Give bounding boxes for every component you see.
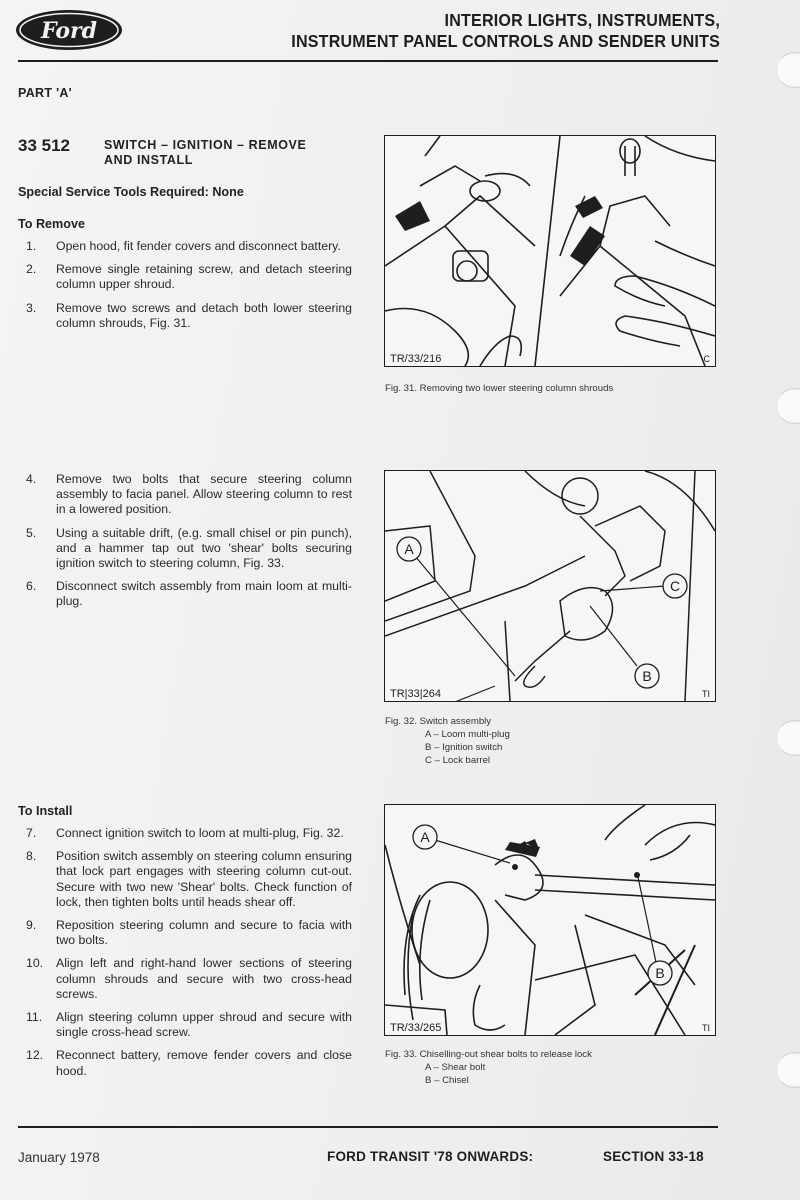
- callout-b-leader: [638, 877, 657, 967]
- legend-item: B – Chisel: [425, 1075, 469, 1086]
- figure-31-caption: [385, 382, 613, 395]
- figure-id: TR|33|264: [390, 688, 441, 700]
- step-12: [18, 1048, 352, 1078]
- step-5: [18, 526, 352, 572]
- step-text: Connect ignition switch to loom at multi-plug, Fig. 32.: [56, 826, 344, 840]
- remove-steps-group-1: [18, 239, 352, 339]
- step-text: Remove single retaining screw, and detach steering column upper shroud.: [56, 262, 352, 292]
- step-number: 3.: [26, 300, 37, 315]
- section-title-line-2: AND INSTALL: [104, 153, 193, 167]
- section-title: [104, 138, 306, 168]
- page-title: [291, 10, 720, 52]
- title-line-2: INSTRUMENT PANEL CONTROLS AND SENDER UNITS: [291, 31, 720, 51]
- chisel-shear-bolt-drawing: [385, 805, 715, 1035]
- step-number: 4.: [26, 472, 37, 486]
- step-11: [18, 1010, 352, 1040]
- step-text: Remove two bolts that secure steering column assembly to facia panel. Allow steering column to rest in a lowered position.: [56, 472, 352, 517]
- step-number: 6.: [26, 579, 37, 594]
- step-text: Open hood, fit fender covers and disconnect battery.: [56, 239, 341, 253]
- figure-32-illustration: [384, 470, 716, 702]
- steering-shroud-drawing: [385, 136, 715, 366]
- figure-31-illustration: [384, 135, 716, 367]
- step-text: Align left and right-hand lower sections of steering column shrouds and secure with two cross-head screws.: [56, 956, 352, 1001]
- remove-steps-group-2: [18, 472, 352, 618]
- step-text: Disconnect switch assembly from main loom at multi-plug.: [56, 579, 352, 609]
- caption-text: Fig. 32. Switch assembly: [385, 716, 492, 727]
- remove-heading: To Remove: [18, 217, 85, 231]
- footer-rule: [18, 1126, 718, 1128]
- callout-b-label: B: [655, 965, 665, 981]
- figure-33-caption: [385, 1048, 592, 1087]
- step-1: [18, 239, 352, 254]
- step-number: 12.: [26, 1048, 44, 1063]
- callout-b-label: B: [642, 668, 652, 684]
- step-number: 11.: [26, 1010, 43, 1025]
- step-number: 7.: [26, 826, 37, 840]
- figure-32-caption: [385, 715, 510, 767]
- callout-a-leader: [415, 556, 515, 676]
- section-number: 33 512: [18, 136, 70, 155]
- figure-mark: TI: [702, 689, 710, 699]
- step-text: Reposition steering column and secure to facia with two bolts.: [56, 918, 352, 948]
- step-10: [18, 956, 352, 1002]
- step-number: 5.: [26, 525, 37, 540]
- caption-text: Fig. 33. Chiselling-out shear bolts to release lock: [385, 1049, 592, 1060]
- step-text: Remove two screws and detach both lower steering column shrouds, Fig. 31.: [56, 300, 352, 330]
- callout-c-leader: [600, 586, 665, 591]
- legend-item: A – Loom multi-plug: [425, 729, 510, 740]
- callout-a-leader: [435, 840, 510, 863]
- section-title-line-1: SWITCH – IGNITION – REMOVE: [104, 138, 307, 152]
- step-text: Reconnect battery, remove fender covers and close hood.: [56, 1048, 352, 1078]
- step-4: [18, 472, 352, 518]
- step-number: 9.: [26, 918, 37, 933]
- callout-a-label: A: [420, 829, 430, 845]
- callout-a-label: A: [404, 541, 414, 557]
- step-9: [18, 918, 352, 948]
- footer-publication: FORD TRANSIT '78 ONWARDS:: [327, 1149, 534, 1164]
- special-tools-note: Special Service Tools Required: None: [18, 185, 244, 199]
- install-heading: To Install: [18, 804, 73, 818]
- footer-date: January 1978: [18, 1150, 100, 1165]
- part-label: PART 'A': [18, 86, 72, 100]
- caption-text: Fig. 31. Removing two lower steering column shrouds: [385, 383, 614, 394]
- step-number: 2.: [26, 262, 37, 277]
- figure-id: TR/33/216: [390, 353, 442, 365]
- step-number: 10.: [26, 956, 44, 971]
- step-text: Align steering column upper shroud and secure with single cross-head screw.: [56, 1010, 352, 1040]
- figure-mark: TI: [702, 1023, 710, 1033]
- switch-assembly-drawing: [385, 471, 715, 701]
- legend-item: C – Lock barrel: [425, 755, 491, 766]
- legend-item: A – Shear bolt: [425, 1062, 486, 1073]
- step-number: 8.: [26, 849, 37, 864]
- footer-section: SECTION 33-18: [603, 1149, 704, 1164]
- step-3: [18, 301, 352, 331]
- figure-id: TR/33/265: [390, 1022, 442, 1034]
- callout-c-label: C: [669, 578, 681, 594]
- step-6: [18, 579, 352, 609]
- step-2: [18, 262, 352, 292]
- svg-text:Ford: Ford: [40, 18, 98, 44]
- step-number: 1.: [26, 239, 37, 253]
- step-7: [18, 826, 352, 841]
- step-text: Using a suitable drift, (e.g. small chisel or pin punch), and a hammer tap out two 'shear' bolts securing ignition switch to steering column, Fig. 33.: [56, 525, 352, 571]
- legend-item: B – Ignition switch: [425, 742, 503, 753]
- title-line-1: INTERIOR LIGHTS, INSTRUMENTS,: [444, 10, 720, 30]
- figure-mark: C: [703, 354, 710, 364]
- step-8: [18, 849, 352, 910]
- ford-logo: [14, 8, 124, 52]
- header-rule: [18, 60, 718, 62]
- figure-33-illustration: [384, 804, 716, 1036]
- step-text: Position switch assembly on steering column ensuring that lock part engages with steering column cut-out. Secure with two new 'Shear' bolts. Check function of lock, then tighten bolts until heads shear off.: [56, 849, 352, 909]
- install-steps: [18, 826, 352, 1087]
